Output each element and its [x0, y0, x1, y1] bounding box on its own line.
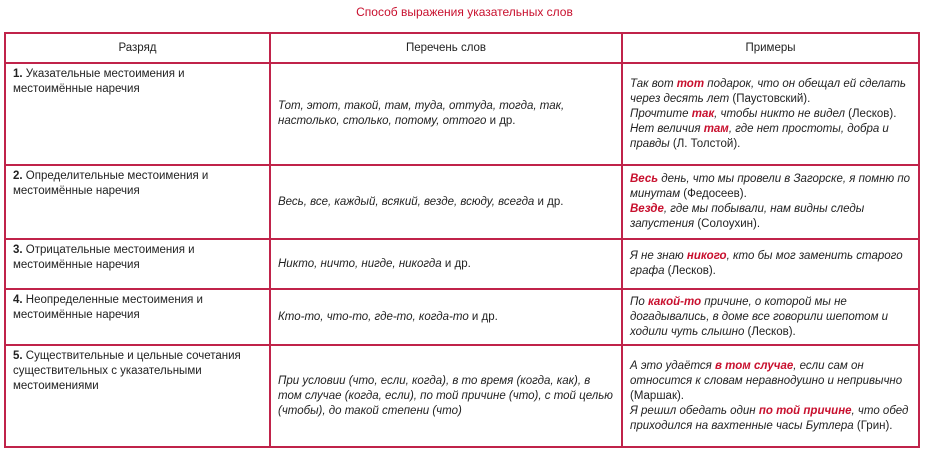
- examples-cell: [622, 63, 919, 165]
- demonstrative-words-table: [4, 32, 920, 448]
- examples-cell: [622, 289, 919, 345]
- example-sentence: А это удаётся в том случае, если сам он относится к словам неравнодушно и непривычно (Маршак).: [630, 359, 903, 402]
- example-sentence: Я решил обедать один по той причине, что обед приходился на вахтенные часы Бутлера (Грин).: [630, 404, 909, 432]
- row-number: 5.: [13, 350, 23, 362]
- highlighted-word: какой-то: [647, 295, 702, 308]
- examples-cell: [622, 165, 919, 239]
- example-source: (Лесков).: [844, 107, 897, 120]
- example-sentence: Прочтите так, чтобы никто не видел (Лесков).: [630, 107, 897, 120]
- page-title: Способ выражения указательных слов: [356, 5, 573, 19]
- table-row: [5, 63, 919, 165]
- examples-cell: [622, 345, 919, 447]
- example-source: (Солоухин).: [694, 218, 761, 230]
- example-sentence: По какой-то причине, о которой мы не догадывались, в доме все говорили шепотом и ходили чуть слышно (Лесков).: [630, 295, 889, 338]
- category-label: Отрицательные местоимения и местоимённые наречия: [13, 244, 195, 271]
- category-cell: [5, 165, 270, 239]
- highlighted-word: так: [691, 107, 715, 120]
- word-list: Кто-то, что-то, где-то, когда-то: [278, 310, 469, 323]
- row-number: 3.: [13, 244, 23, 256]
- example-sentence: Везде, где мы побывали, нам видны следы запустения (Солоухин).: [630, 203, 865, 230]
- category-label: Определительные местоимения и местоимённые наречия: [13, 170, 209, 197]
- highlighted-word: никого: [686, 250, 727, 262]
- example-sentence: Я не знаю никого, кто бы мог заменить старого графа (Лесков).: [630, 250, 903, 277]
- row-number: 4.: [13, 294, 23, 306]
- highlighted-word: Везде: [630, 203, 664, 215]
- word-list-cell: [270, 165, 622, 239]
- header-category: Разряд: [5, 33, 270, 63]
- table-row: [5, 345, 919, 447]
- word-list-cell: [270, 289, 622, 345]
- word-list-tail: и др.: [468, 310, 498, 323]
- example-sentence: Весь день, что мы провели в Загорске, я помню по минутам (Федосеев).: [630, 173, 911, 200]
- example-source: (Грин).: [853, 419, 893, 432]
- table-row: [5, 289, 919, 345]
- highlighted-word: по той причине: [758, 404, 852, 417]
- row-number: 1.: [13, 68, 23, 80]
- examples-cell: [622, 239, 919, 289]
- word-list: Весь, все, каждый, всякий, везде, всюду, всегда: [278, 195, 535, 208]
- example-sentence: Нет величия там, где нет простоты, добра и правды (Л. Толстой).: [630, 122, 889, 150]
- highlighted-word: тот: [676, 77, 705, 90]
- example-source: (Л. Толстой).: [669, 137, 741, 150]
- word-list-tail: и др.: [441, 257, 471, 270]
- example-sentence: Так вот тот подарок, что он обещал ей сделать через десять лет (Паустовский).: [630, 77, 906, 105]
- word-list-tail: и др.: [534, 195, 564, 208]
- word-list-cell: [270, 63, 622, 165]
- category-label: Неопределенные местоимения и местоимённые наречия: [13, 294, 203, 321]
- highlighted-word: в том случае: [715, 359, 794, 372]
- header-word-list: Перечень слов: [270, 33, 622, 63]
- example-source: (Лесков).: [664, 265, 716, 277]
- category-label: Указательные местоимения и местоимённые наречия: [13, 68, 185, 95]
- category-cell: [5, 63, 270, 165]
- row-number: 2.: [13, 170, 23, 182]
- category-cell: [5, 239, 270, 289]
- category-cell: [5, 289, 270, 345]
- word-list: При условии (что, если, когда), в то время (когда, как), в том случае (когда, если), по той причине (что), с той целью (чтобы), до такой степени (что): [278, 374, 613, 417]
- highlighted-word: там: [703, 122, 729, 135]
- example-source: (Паустовский).: [729, 92, 811, 105]
- word-list-cell: [270, 239, 622, 289]
- table-row: [5, 239, 919, 289]
- category-label: Существительные и цельные сочетания существительных с указательными местоимениями: [13, 350, 241, 392]
- table-header-row: [5, 33, 919, 63]
- word-list-tail: и др.: [486, 115, 516, 127]
- category-cell: [5, 345, 270, 447]
- word-list: Тот, этот, такой, там, туда, оттуда, тогда, так, настолько, столько, потому, оттого: [278, 100, 565, 127]
- example-source: (Маршак).: [630, 389, 685, 402]
- word-list-cell: [270, 345, 622, 447]
- highlighted-word: Весь: [630, 173, 659, 185]
- word-list: Никто, ничто, нигде, никогда: [278, 257, 442, 270]
- example-source: (Лесков).: [744, 325, 796, 338]
- table-row: [5, 165, 919, 239]
- example-source: (Федосеев).: [680, 188, 747, 200]
- header-examples: Примеры: [622, 33, 919, 63]
